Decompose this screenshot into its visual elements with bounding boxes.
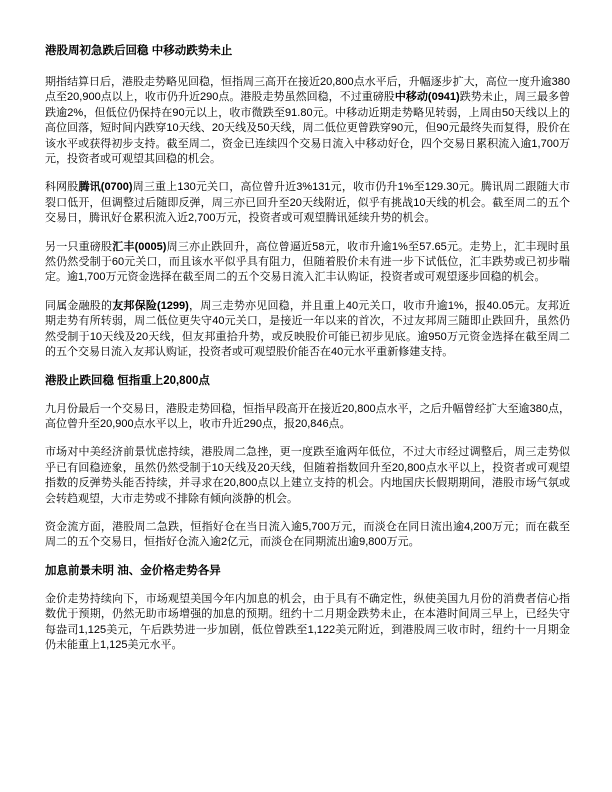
stock-name-aia: 友邦保险(1299)	[112, 299, 189, 312]
text-run: 跌势未止，周三最多曾跌逾2%，但低位仍保持在90元以上，收市微跌至91.80元。中移动近期走势略见转弱，上周由50天线以上的高位回落，短时间内跌穿10天线、20天线及50天线，周二低位更曾跌穿90元，但90元最终失而复得，股价在该水平或获得初步支持。截至周二，资金已连续四个交易日流入中移动好仓，四个交易日累积流入逾1,700万元，投资者或可观望其回稳的机会。	[45, 91, 571, 166]
paragraph-market-outlook	[45, 445, 570, 507]
paragraph-china-mobile	[45, 75, 570, 167]
stock-name-hsbc: 汇丰(0005)	[112, 240, 167, 253]
text-run: 市场对中美经济前景忧虑持续，港股周二急挫，更一度跌至逾两年低位，不过大市经过调整后，周三走势似乎已有回稳迹象，虽然仍然受制于10天线及20天线，但随着指数回升至20,800点水平以上，投资者或可观望指数的反弹势头能否持续，并寻求在20,800点以上建立支持的机会。内地国庆长假期期间，港股市场气氛或会转趋观望，大市走势或不排除有倾向淡静的机会。	[45, 446, 570, 505]
paragraph-gold-price	[45, 592, 570, 654]
text-run: 资金流方面，港股周二急跌，恒指好仓在当日流入逾5,700万元，而淡仓在同日流出逾4,200万元；而在截至周二的五个交易日，恒指好仓流入逾2亿元，而淡仓在同期流出逾9,800万元。	[45, 520, 570, 549]
text-run: 另一只重磅股	[45, 240, 113, 253]
text-run: 金价走势持续向下，市场观望美国今年内加息的机会，由于具有不确定性，纵使美国九月份的消费者信心指数优于预期，仍然无助市场增强的加息的预期。纽约十二月期金跌势未止，在本港时间周三早上，已经失守每盎司1,125美元，午后跌势进一步加剧，低位曾跌至1,122美元附近，到港股周三收市时，纽约十一月期金仍未能重上1,125美元水平。	[45, 592, 570, 651]
text-run: 期指结算日后，港股走势略见回稳，恒指周三高开在接近20,800点水平后，升幅逐步扩大，高位一度升逾380点至20,900点以上，收市仍升近290点。港股走势虽然回稳，不过重磅股	[45, 76, 570, 104]
text-run: 科网股	[45, 181, 79, 194]
stock-name-china-mobile: 中移动(0941)	[394, 91, 460, 104]
paragraph-aia	[45, 299, 570, 361]
paragraph-hsbc	[45, 240, 570, 286]
section-heading-hsi-rebound: 港股止跌回稳 恒指重上20,800点	[45, 374, 210, 387]
text-run: ，周三走势亦见回稳，并且重上40元关口，收市升逾1%，报40.05元。友邦近期走势有所转弱，周二低位更失守40元关口，是接近一年以来的首次，不过友邦周三随即止跌回升，虽然仍然受制于10天线及20天线，但友邦重拾升势，或反映股价可能已初步见底。逾950万元资金选择在截至周二的五个交易日流入友邦认购证，投资者或可观望股价能否在40元水平重新修建支持。	[45, 299, 570, 359]
section-heading-oil-gold: 加息前景未明 油、金价格走势各异	[45, 564, 221, 577]
article-title-hk-stocks-rebound: 港股周初急跌后回稳 中移动跌势未止	[45, 45, 233, 57]
text-run: 九月份最后一个交易日，港股走势回稳，恒指早段高开在接近20,800点水平，之后升幅曾经扩大至逾380点，高位曾升至20,900点水平以上，收市升近290点，报20,846点。	[45, 402, 570, 430]
text-run: 周三亦止跌回升，高位曾逼近58元，收市升逾1%至57.65元。走势上，汇丰现时虽然仍然受制于60元关口，而且该水平似乎具有阻力，但随着股价未有进一步下试低位，汇丰跌势或已初步喘定。逾1,700万元资金选择在截至周二的五个交易日流入汇丰认购证，投资者或可观望逐步回稳的机会。	[45, 240, 570, 284]
paragraph-tencent	[45, 180, 570, 226]
paragraph-fund-flow	[45, 520, 570, 551]
text-run: 周三重上130元关口，高位曾升近3%131元，收市仍升1%至129.30元。腾讯周二跟随大市裂口低开，但调整过后随即反弹，周三亦已回升至20天线附近，似乎有挑战10天线的机会。截至周二的五个交易日，腾讯好仓累积流入近2,700万元，投资者或可观望腾讯延续升势的机会。	[45, 181, 570, 225]
stock-name-tencent: 腾讯(0700)	[78, 181, 133, 194]
paragraph-hsi-close	[45, 402, 570, 433]
text-run: 同属金融股的	[45, 299, 113, 312]
